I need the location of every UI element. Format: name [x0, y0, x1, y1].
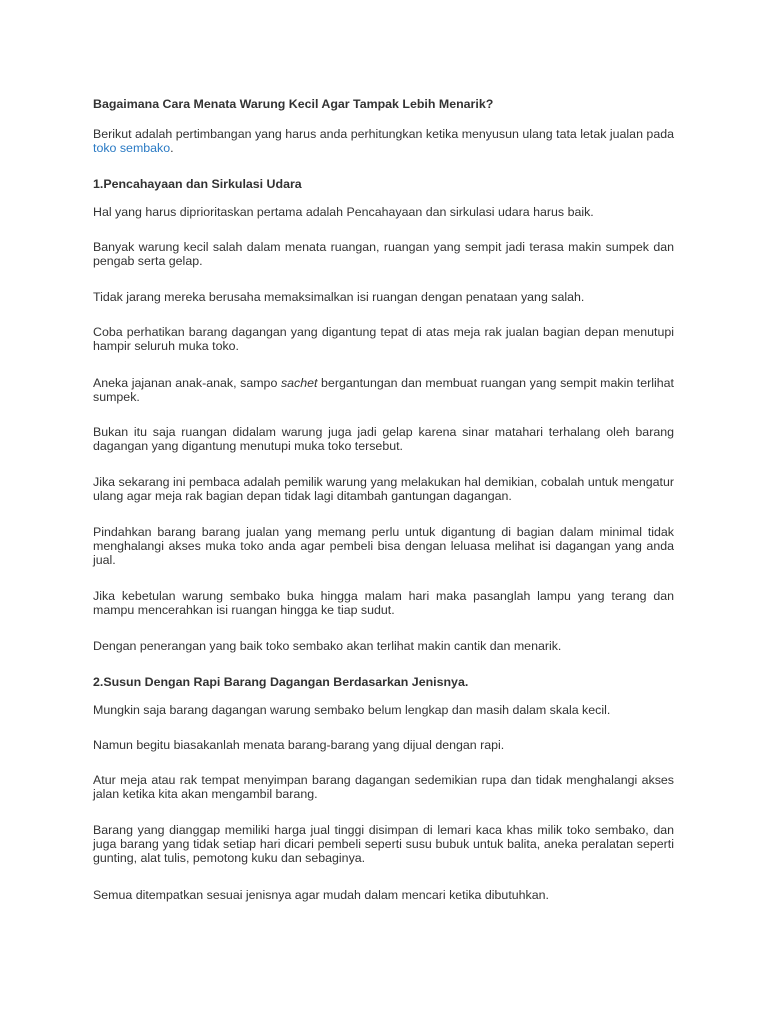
section1-paragraph-3: Tidak jarang mereka berusaha memaksimalkan isi ruangan dengan penataan yang salah.: [93, 290, 585, 304]
section2-paragraph-5: Semua ditempatkan sesuai jenisnya agar mudah dalam mencari ketika dibutuhkan.: [93, 888, 549, 902]
intro-text-after-link: .: [170, 141, 174, 155]
paragraph-5-text-after: bergantungan dan membuat ruangan yang sempit makin terlihat sumpek.: [93, 376, 674, 404]
section1-paragraph-7: Jika sekarang ini pembaca adalah pemilik warung yang melakukan hal demikian, cobalah untuk mengatur ulang agar meja rak bagian depan tidak lagi ditambah gantungan dagangan.: [93, 475, 674, 503]
section1-paragraph-2: Banyak warung kecil salah dalam menata ruangan, ruangan yang sempit jadi terasa makin sumpek dan pengab serta gelap.: [93, 240, 674, 268]
section2-paragraph-2: Namun begitu biasakanlah menata barang-barang yang dijual dengan rapi.: [93, 738, 505, 752]
section2-paragraph-1: Mungkin saja barang dagangan warung sembako belum lengkap dan masih dalam skala kecil.: [93, 703, 611, 717]
intro-text-before-link: Berikut adalah pertimbangan yang harus anda perhitungkan ketika menyusun ulang tata letak jualan pada: [93, 127, 674, 141]
section2-paragraph-4: Barang yang dianggap memiliki harga jual tinggi disimpan di lemari kaca khas milik toko sembako, dan juga barang yang tidak setiap hari dicari pembeli seperti susu bubuk untuk balita, aneka peralatan seperti gunting, alat tulis, pemotong kuku dan sebaginya.: [93, 823, 674, 865]
section1-paragraph-6: Bukan itu saja ruangan didalam warung juga jadi gelap karena sinar matahari terhalang oleh barang dagangan yang digantung menutupi muka toko tersebut.: [93, 425, 674, 453]
section1-paragraph-10: Dengan penerangan yang baik toko sembako akan terlihat makin cantik dan menarik.: [93, 639, 562, 653]
section1-paragraph-1: Hal yang harus diprioritaskan pertama adalah Pencahayaan dan sirkulasi udara harus baik.: [93, 205, 594, 219]
section2-paragraph-3: Atur meja atau rak tempat menyimpan barang dagangan sedemikian rupa dan tidak menghalangi akses jalan ketika kita akan mengambil barang.: [93, 773, 674, 801]
sachet-italic-text: sachet: [280, 376, 318, 390]
section1-paragraph-5: [93, 376, 674, 404]
section2-heading: 2.Susun Dengan Rapi Barang Dagangan Berdasarkan Jenisnya.: [93, 675, 469, 689]
intro-paragraph: [93, 127, 674, 155]
paragraph-5-text-before: Aneka jajanan anak-anak, sampo: [93, 376, 281, 390]
section1-paragraph-4: Coba perhatikan barang dagangan yang digantung tepat di atas meja rak jualan bagian depan menutupi hampir seluruh muka toko.: [93, 325, 674, 353]
toko-sembako-link[interactable]: toko sembako: [93, 141, 171, 155]
section1-heading: 1.Pencahayaan dan Sirkulasi Udara: [93, 177, 302, 191]
document-title: Bagaimana Cara Menata Warung Kecil Agar Tampak Lebih Menarik?: [93, 97, 494, 111]
section1-paragraph-8: Pindahkan barang barang jualan yang memang perlu untuk digantung di bagian dalam minimal tidak menghalangi akses muka toko anda agar pembeli bisa dengan leluasa melihat isi dagangan yang anda jual.: [93, 525, 674, 567]
section1-paragraph-9: Jika kebetulan warung sembako buka hingga malam hari maka pasanglah lampu yang terang dan mampu mencerahkan isi ruangan hingga ke tiap sudut.: [93, 589, 674, 617]
